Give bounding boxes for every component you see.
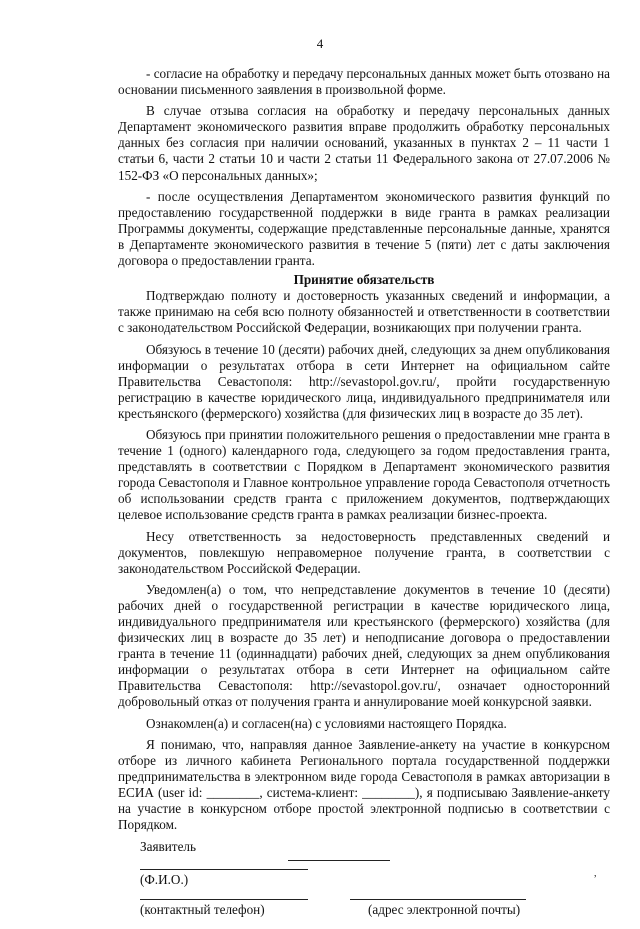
section-heading-obligations: Принятие обязательств <box>293 272 435 288</box>
paragraph-reporting-obligation: Обязуюсь при принятии положительного решения о предоставлении мне гранта в течение 1 (одного) календарного года, следующего за годом предоставления гранта, представлять в соответствии с Порядком в Департамент экономического развития города Севастополя и Главное контрольное управление города Севастополя отчетность об использовании средств гранта с приложением документов, подтверждающих целевое использование средств гранта в рамках реализации бизнес-проекта. <box>118 426 610 523</box>
signature-block <box>118 859 610 929</box>
paragraph-notification: Уведомлен(а) о том, что непредставление документов в течение 10 (десяти) рабочих дней о государственной регистрации в качестве юридического лица, индивидуального предпринимателя или крестьянского (фермерского) хозяйства (для физических лиц в возрасте до 35 лет) и неподписание договора о предоставлении гранта в течение 11 (одиннадцати) рабочих дней, следующих за днем опубликования информации о результатах отбора в сети Интернет на официальном сайте Правительства Севастополя: http://sevastopol.gov.ru/, означает односторонний добровольный отказ от получения гранта и аннулирование моей конкурсной заявки. <box>118 581 610 710</box>
email-signature-line <box>350 899 526 900</box>
footer-divider <box>288 860 390 861</box>
paragraph-confirmation: Подтверждаю полноту и достоверность указанных сведений и информации, а также принимаю на себя всю полноту обязанностей и ответственности в соответствии с законодательством Российской Федерации, возникающих при получении гранта. <box>118 288 610 336</box>
paragraph-acknowledgement: Ознакомлен(а) и согласен(на) с условиями настоящего Порядка. <box>146 715 507 731</box>
paragraph-responsibility: Несу ответственность за недостоверность представленных сведений и документов, повлекшую неправомерное получение гранта, в соответствии с законодательством Российской Федерации. <box>118 528 610 576</box>
paragraph-electronic-signature: Я понимаю, что, направляя данное Заявление-анкету на участие в конкурсном отборе из личного кабинета Регионального портала государственной поддержки предпринимательства в электронном виде города Севастополя в рамках авторизации в ЕСИА (user id: ________, система-клиент: ________), я подписываю Заявление-анкету на участие в конкурсном отборе простой электронной подписью в соответствии с Порядком. <box>118 736 610 833</box>
fio-label: (Ф.И.О.) <box>140 872 189 888</box>
phone-label: (контактный телефон) <box>140 902 265 918</box>
footer-mark: , <box>594 868 597 879</box>
fio-signature-line <box>140 869 308 870</box>
paragraph-revocation-processing: В случае отзыва согласия на обработку и передачу персональных данных Департамент экономического развития вправе продолжить обработку персональных данных без согласия при наличии оснований, указанных в пунктах 2 – 11 части 1 статьи 6, части 2 статьи 10 и части 2 статьи 11 Федерального закона от 27.07.2006 № 152-ФЗ «О персональных данных»; <box>118 103 610 183</box>
page-number: 4 <box>316 36 324 51</box>
email-label: (адрес электронной почты) <box>368 902 521 918</box>
applicant-label: Заявитель <box>140 839 197 855</box>
paragraph-registration-obligation: Обязуюсь в течение 10 (десяти) рабочих дней, следующих за днем опубликования информации о результатах отбора в сети Интернет на официальном сайте Правительства Севастополя: http://sevastopol.gov.ru/, пройти государственную регистрацию в качестве юридического лица, индивидуального предпринимателя или крестьянского (фермерского) хозяйства (для физических лиц в возрасте до 35 лет). <box>118 341 610 421</box>
paragraph-document-storage: - после осуществления Департаментом экономического развития функций по предоставлению государственной поддержки в виде гранта в рамках реализации Программы документы, содержащие представленные персональные данные, хранятся в Департаменте экономического развития в течение 5 (пяти) лет с даты заключения договора о предоставлении гранта. <box>118 188 610 269</box>
phone-signature-line <box>140 899 308 900</box>
document-body <box>118 66 610 929</box>
paragraph-consent-revocation: - согласие на обработку и передачу персональных данных может быть отозвано на основании письменного заявления в произвольной форме. <box>118 66 610 98</box>
